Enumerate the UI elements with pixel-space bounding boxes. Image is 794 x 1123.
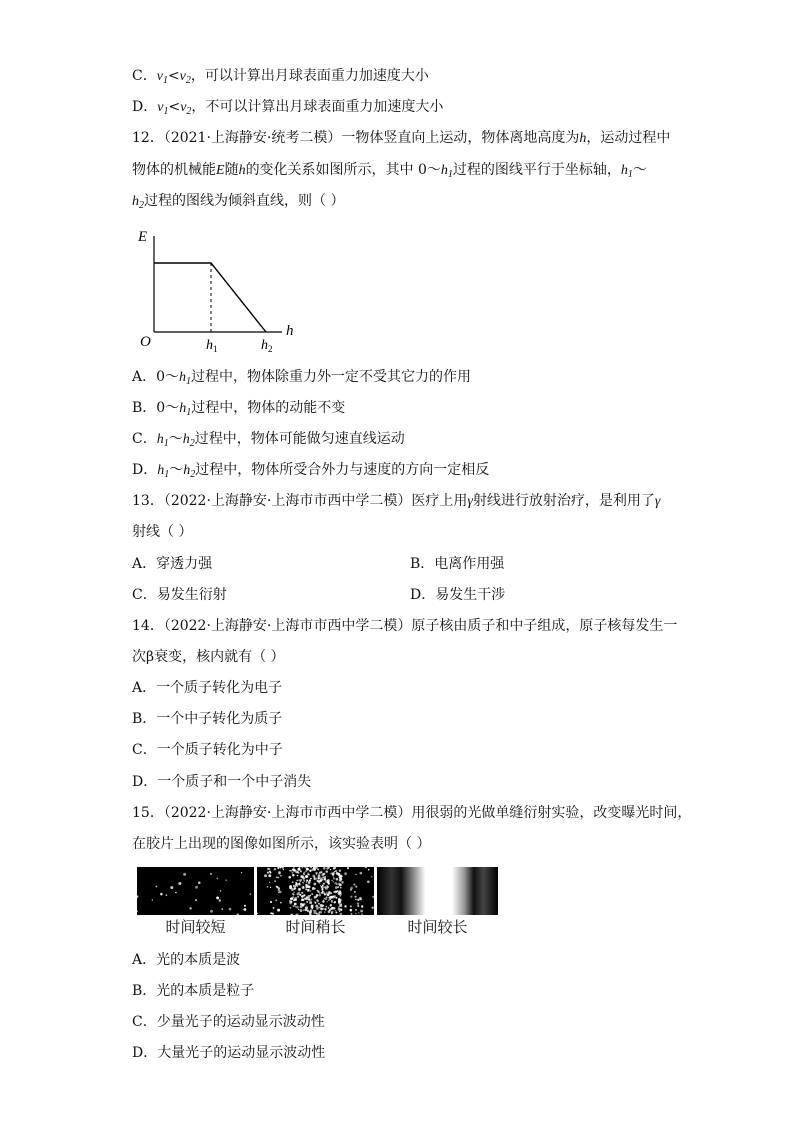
caption-long: 时间较长	[407, 918, 468, 936]
q15-stem-line-1: 15．（2022·上海静安·上海市市西中学二模）用很弱的光做单缝衍射实验，改变曝光时间，	[132, 805, 692, 821]
option-text: ，不可以计算出月球表面重力加速度大小	[191, 99, 444, 115]
q14-stem-line-1: 14．（2022·上海静安·上海市市西中学二模）原子核由质子和中子组成，原子核每发生一	[132, 618, 678, 634]
exposure-long-image	[377, 867, 498, 915]
q12-option-a: A．$0\sim h_1$过程中，物体除重力外一定不受其它力的作用	[132, 369, 472, 387]
q15-option-c: C．少量光子的运动显示波动性	[132, 1014, 325, 1030]
q13-option-c: C．易发生衍射	[132, 587, 227, 603]
q15-option-b: B．光的本质是粒子	[132, 983, 255, 999]
q14-option-a: A．一个质子转化为电子	[132, 680, 283, 696]
q12-stem-line-2: 物体的机械能E随h的变化关系如图所示，其中 $0\sim h_1$过程的图线平行于坐标轴，$h_1\sim$	[132, 162, 647, 180]
q12-stem-line-1: 12．（2021·上海静安·统考二模）一物体竖直向上运动，物体离地高度为h，运动过程中	[132, 130, 671, 146]
option-letter: C．	[132, 68, 157, 84]
q13-stem-line-1: 13．（2022·上海静安·上海市市西中学二模）医疗上用γ射线进行放射治疗，是利用了γ	[132, 493, 661, 509]
velocity-v1: $v_1$	[156, 69, 168, 86]
exposure-short-image	[137, 867, 254, 915]
energy-curve	[154, 263, 266, 332]
photon-dots-medium	[257, 867, 374, 915]
caption-medium: 时间稍长	[285, 918, 346, 936]
q12-option-b: B．$0\sim h_1$过程中，物体的动能不变	[132, 400, 346, 418]
caption-short: 时间较短	[165, 918, 226, 936]
q15-stem-line-2: 在胶片上出现的图像如图所示，该实验表明（ ）	[132, 836, 431, 852]
velocity-v2: $v_2$	[180, 100, 192, 117]
exposure-medium-image	[257, 867, 374, 915]
q12-stem-line-3: $h_2$过程的图线为倾斜直线，则（ ）	[132, 193, 345, 211]
y-axis-label: E	[138, 229, 148, 245]
q15-option-d: D．大量光子的运动显示波动性	[132, 1045, 326, 1061]
q12-option-c: C．$h_1\sim h_2$过程中，物体可能做匀速直线运动	[132, 431, 405, 449]
q13-stem-line-2: 射线（ ）	[132, 524, 193, 540]
option-letter: D．	[132, 99, 158, 115]
diffraction-pattern	[377, 867, 498, 915]
q12-option-d: D．$h_1\sim h_2$过程中，物体所受合外力与速度的方向一定相反	[132, 462, 490, 480]
q14-option-b: B．一个中子转化为质子	[132, 711, 283, 727]
energy-height-graph	[132, 222, 312, 356]
q13-option-a: A．穿透力强	[132, 556, 213, 572]
origin-label: O	[140, 334, 151, 350]
q15-option-a: A．光的本质是波	[132, 952, 241, 968]
photon-dots-sparse	[137, 867, 254, 915]
q14-option-d: D．一个质子和一个中子消失	[132, 774, 312, 790]
q14-option-c: C．一个质子转化为中子	[132, 742, 283, 758]
velocity-v1: $v_1$	[157, 100, 169, 117]
velocity-v2: $v_2$	[179, 69, 191, 86]
q11-option-d	[132, 97, 443, 118]
tick-h1-label: $h_1$	[206, 338, 218, 354]
q13-option-b: B．电离作用强	[410, 556, 505, 572]
q11-option-c	[132, 66, 429, 87]
option-text: ，可以计算出月球表面重力加速度大小	[190, 68, 429, 84]
less-than-sign: <	[168, 99, 181, 115]
q13-option-d: D．易发生干涉	[410, 587, 506, 603]
x-axis-label: h	[286, 323, 294, 339]
q14-stem-line-2: 次β衰变，核内就有（ ）	[132, 649, 285, 665]
tick-h2-label: $h_2$	[261, 338, 273, 354]
less-than-sign: <	[167, 68, 180, 84]
